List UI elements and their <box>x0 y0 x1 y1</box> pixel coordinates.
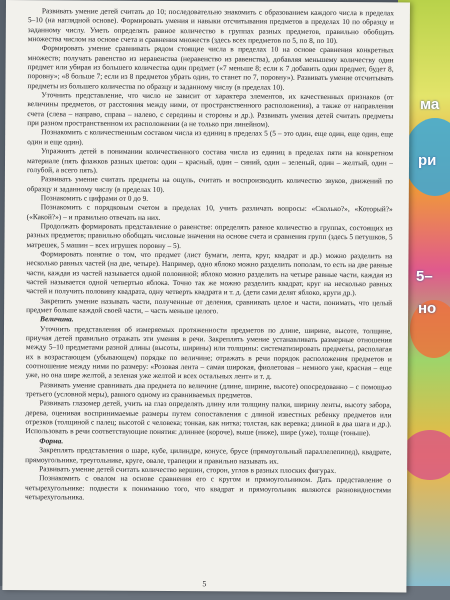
document-page <box>2 0 410 592</box>
cover-text: но <box>418 300 437 317</box>
paragraph: Закрепить умение называть части, полученные от деления, сравнивать целое и части, понимать, что целый предмет больше каждой своей части, – часть меньше целого. <box>26 295 393 316</box>
paragraph: Продолжать формировать представление о равенстве: определять равное количество в группах, состоящих из разных предметов; правильно обобщать числовые значения на основе счета и сравнения групп (здесь 5 петушков, 5 матрешек, 5 машин – всех игрушек поровну – 5). <box>26 221 393 250</box>
paragraph: Развивать умение детей считать до 10; последовательно знакомить с образованием каждого числа в пределах 5–10 (на наглядной основе). Формировать умения и навыки отсчитывания предметов в пределах 10 по образцу и заданному числу. Уметь определять равное количество в группах разных предметов, правильно обобщать множества числом на основе счета и сравнения множеств (здесь всех предметов по 5, по 8, по 10). <box>27 6 394 46</box>
section-heading-shape: Форма. <box>39 436 64 446</box>
paragraph: Развивать умение считать предметы на ощупь, считать и воспроизводить количество звуков, движений по образцу и заданному числу (в пределах 10). <box>26 174 393 194</box>
cover-text: 5– <box>416 268 433 285</box>
paragraph: Развивать умение детей считать количество вершин, сторон, углов в разных плоских фигурах. <box>39 464 337 475</box>
paragraph: Закреплять представления о шаре, кубе, цилиндре, конусе, брусе (прямоугольный параллелепипед), квадрате, прямоугольнике, треугольнике, круге, овале, трапеции и правильно называть их. <box>25 445 392 466</box>
paragraph: Формировать умение сравнивать рядом стоящие числа в пределах 10 на основе сравнения конкретных множеств; получать равенство из неравенства (неравенство из равенства), добавляя меньшему количеству один предмет или убирая из большего количества один предмет («7 меньше 8; если к 7 добавить один предмет, будет 8, поровну»; «8 больше 7; если из 8 предметов убрать один, то станет по 7, поровну»). Развивать умение отсчитывать предметы из большего количества по образцу и заданному числу (в пределах 10). <box>27 43 394 92</box>
document-body <box>25 6 394 503</box>
paragraph: Познакомить с количественным составом числа из единиц в пределах 5 (5 – это один, еще один, еще один, еще один и еще один). <box>27 127 394 147</box>
paragraph: Уточнить представление, что число не зависит от характера элементов, их качественных признаков (от величины предметов, от расстояния между ними, от пространственного расположения), а также от направления счета (слева – направо, справа – налево, с середины и стороны и др.). Развивать умения детей считать предметы при разном пространственном их расположении (а не только при линейном). <box>27 90 394 129</box>
paragraph: Уточнить представления об измеряемых протяженности предметов по длине, ширине, высоте, толщине, приучая детей правильно отражать эти умения в речи. Закреплять умение устанавливать размерные отношения между 5–10 предметами разной длины (высоты, ширины) или толщины: систематизировать предметы, располагая их в возрастающем (убывающем) порядке по величине; отражать в речи порядок расположения предметов и соотношение между ними по размеру: «Розовая лента – самая широкая, фиолетовая – немного уже, красная – еще уже, но она шире желтой, а зеленая уже желтой и всех остальных лент» и т. д. <box>25 323 393 382</box>
paragraph: Формировать понятие о том, что предмет (лист бумаги, лента, круг, квадрат и др.) можно разделить на несколько равных частей (на две, четыре). Например, одно яблоко можно разделить пополам, то есть на две равные части, каждая из частей называется одной половиной; яблоко можно разделить на четыре равные части, каждая из частей называется одной четвертью яблока. Точно так же можно разделить квадрат, круг на несколько равных частей и получить половину квадрата, одну четверть квадрата и т. д. (дети сами делят яблоко, круги др.). <box>26 249 393 298</box>
paragraph: Развивать умение сравнивать два предмета по величине (длине, ширине, высоте) опосредованно – с помощью третьего (условной меры), равного одному из сравниваемых предметов. <box>25 379 392 400</box>
paragraph: Познакомить с порядковым счетом в пределах 10, учить различать вопросы: «Сколько?», «Который?» («Какой?») – и правильно отвечать на них. <box>26 202 393 222</box>
paragraph: Развивать глазомер детей, учить на глаз определять длину или толщину палки, ширину ленты, высоту забора, дерева, оценивая воспринимаемые размеры путем сопоставления с длиной известных ребенку предметов или отрезков (толщиной с палец; высотой с человека; тонкая, как нитка; толстая, как веревка; длиной в два шага и др.). Использовать в речи соответствующие понятия: длиннее (короче), выше (ниже), шире (уже), толще (тоньше). <box>25 398 392 438</box>
paragraph: Познакомить с цифрами от 0 до 9. <box>40 193 149 203</box>
paragraph: Познакомить с овалом на основе сравнения его с кругом и прямоугольником. Дать представление о четырехугольнике: подвести к пониманию того, что квадрат и прямоугольник являются разновидностями четырехугольника. <box>24 473 392 502</box>
paragraph: Упражнять детей в понимании количественного состава числа из единиц в пределах пяти на конкретном материале (пять флажков разных цветов: один – красный, один – синий, один – зеленый, один – желтый, один – голубой, а всего пять). <box>26 146 394 175</box>
page-number: 5 <box>202 579 207 589</box>
cover-text: ри <box>418 152 437 169</box>
cover-decoration <box>402 430 450 480</box>
section-heading-size: Величина. <box>40 314 74 324</box>
cover-text: ма <box>420 96 440 113</box>
